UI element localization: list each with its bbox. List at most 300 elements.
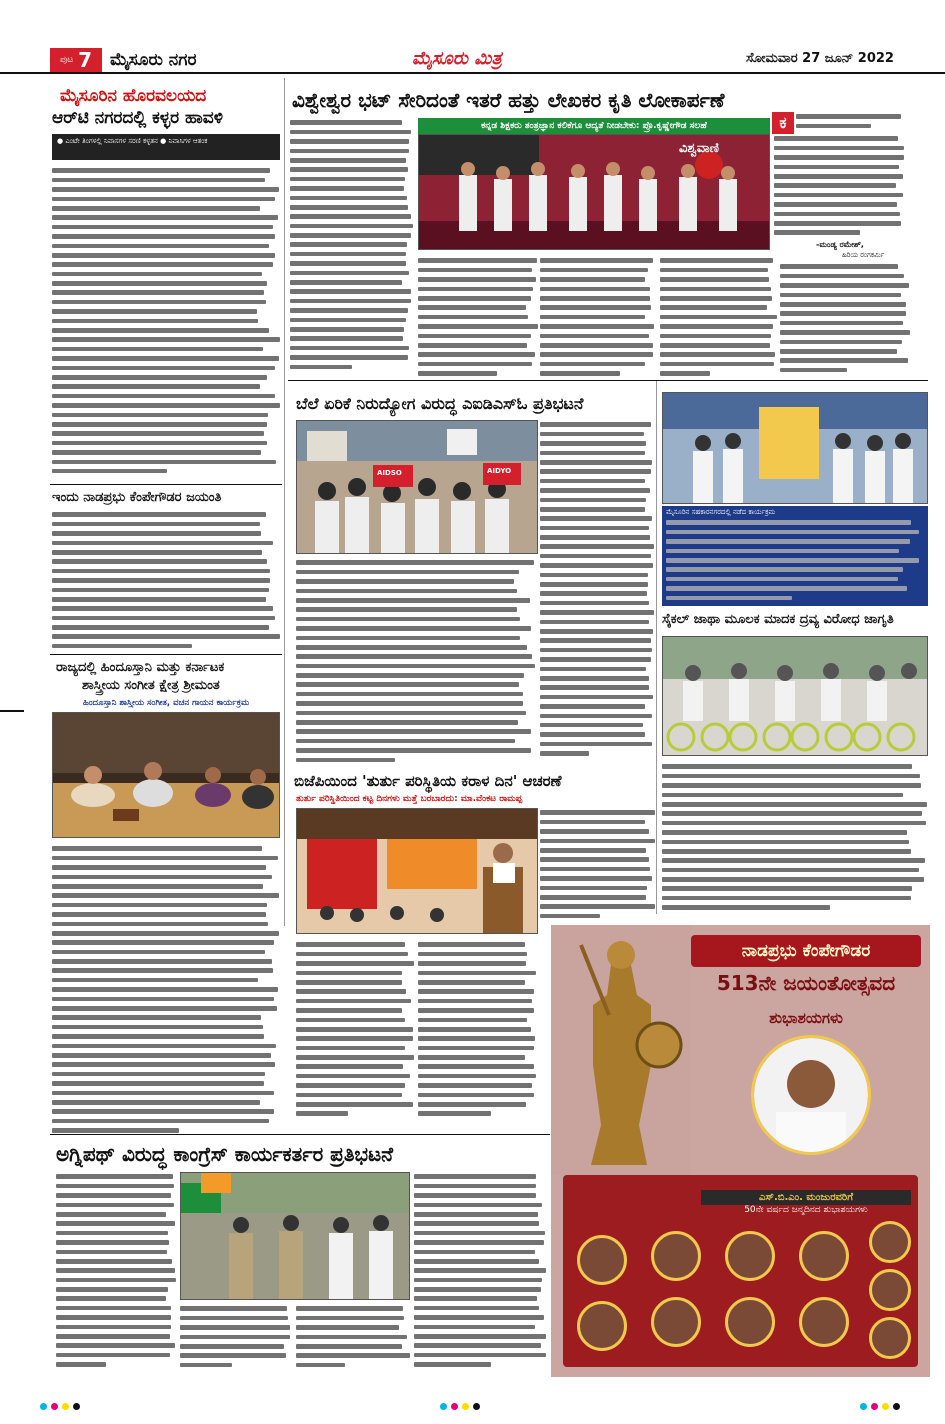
text-line [666, 527, 922, 536]
honoree-portrait-art [754, 1038, 868, 1152]
text-line [52, 844, 280, 853]
text-line [52, 251, 280, 260]
text-line [540, 739, 654, 748]
kempegowda-statue-art [551, 925, 691, 1175]
sidebar-body-2 [780, 262, 910, 376]
text-line [290, 156, 414, 165]
text-line [414, 1247, 546, 1256]
text-line [296, 605, 536, 614]
registration-marks [440, 1403, 480, 1410]
text-line [662, 828, 928, 837]
text-line [52, 297, 280, 306]
text-line [774, 228, 908, 237]
text-line [660, 312, 778, 321]
text-line [418, 303, 538, 312]
text-line [296, 1081, 414, 1090]
text-line [418, 1025, 536, 1034]
text-line [540, 711, 654, 720]
protest-photo [296, 420, 538, 554]
text-line [418, 949, 536, 958]
text-line [290, 296, 414, 305]
text-line [540, 495, 654, 504]
text-line [52, 204, 280, 213]
placard-text: AIDYO [487, 467, 512, 475]
text-line [540, 855, 656, 864]
text-line [290, 249, 414, 258]
text-line [52, 1041, 280, 1050]
text-line [290, 315, 414, 324]
text-line [660, 341, 778, 350]
text-line [52, 595, 280, 604]
text-line [414, 1294, 546, 1303]
bjp-event-photo [296, 808, 538, 934]
text-line [52, 966, 280, 975]
text-line [52, 260, 280, 269]
story5-body-col1 [296, 558, 536, 764]
text-line [662, 884, 928, 893]
text-line [52, 576, 280, 585]
text-line [660, 256, 778, 265]
text-line [56, 1303, 176, 1312]
text-line [414, 1172, 546, 1181]
text-line [540, 674, 654, 683]
text-line [52, 316, 280, 325]
well-wisher-photo [577, 1235, 627, 1285]
text-line [52, 401, 280, 410]
cycle-rally-photo-art [663, 637, 928, 756]
text-line [56, 1350, 176, 1359]
text-line [296, 755, 536, 764]
text-line [780, 365, 910, 374]
text-line [290, 343, 414, 352]
sidebar-signature: -ಮಂಡ್ಯ ರಮೇಶ್, [816, 240, 864, 249]
well-wisher-photo [725, 1231, 775, 1281]
text-line [52, 548, 280, 557]
text-line [540, 617, 654, 626]
text-line [418, 1053, 536, 1062]
text-line [296, 708, 536, 717]
text-line [296, 1043, 414, 1052]
text-line [52, 1013, 280, 1022]
text-line [296, 1015, 414, 1024]
text-line [290, 118, 414, 127]
text-line [52, 373, 280, 382]
text-line [56, 1200, 176, 1209]
text-line [540, 893, 656, 902]
text-line [540, 883, 656, 892]
text-line [56, 1247, 176, 1256]
text-line [418, 294, 538, 303]
text-line [540, 312, 656, 321]
ad-honoree-name: ಎಸ್.ಬಿ.ಎಂ. ಮಂಜುರವರಿಗೆ [701, 1190, 911, 1205]
text-line [296, 1342, 410, 1351]
text-line [780, 309, 910, 318]
text-line [414, 1191, 546, 1200]
story9-body-col2 [180, 1304, 292, 1372]
text-line [540, 874, 656, 883]
book-launch-photo [418, 134, 770, 250]
text-line [414, 1285, 546, 1294]
text-line [662, 837, 928, 846]
text-line [540, 730, 654, 739]
registration-marks [860, 1403, 900, 1410]
well-wisher-photo [577, 1301, 627, 1351]
text-line [418, 1109, 536, 1118]
text-line [52, 632, 280, 641]
text-line [296, 949, 414, 958]
text-line [52, 566, 280, 575]
honoree-portrait [751, 1035, 871, 1155]
text-line [52, 882, 280, 891]
text-line [290, 278, 414, 287]
text-line [414, 1341, 546, 1350]
text-line [540, 458, 654, 467]
dateline: ಸೋಮವಾರ 27 ಜೂನ್ 2022 [746, 51, 894, 66]
text-line [52, 467, 280, 476]
well-wisher-photo [799, 1231, 849, 1281]
text-line [56, 1228, 176, 1237]
text-line [540, 359, 656, 368]
text-line [52, 604, 280, 613]
text-line [52, 1088, 280, 1097]
text-line [180, 1351, 292, 1360]
story4-body-col2 [418, 256, 538, 378]
text-line [56, 1360, 176, 1369]
text-line [414, 1228, 546, 1237]
story1-subhead: ● ಎಂಟೇ ತಿಂಗಳಲ್ಲಿ ನಿವಾಸಗಳ ಸರಣಿ ಕಳ್ಳತನ ● ನಿವಾಸಿಗಳ ಆತಂಕ [52, 134, 280, 160]
well-wisher-photo [651, 1297, 701, 1347]
ad-jubilee: 513ನೇ ಜಯಂತೋತ್ಸವದ [716, 971, 896, 995]
text-line [290, 146, 414, 155]
text-line [774, 219, 908, 228]
text-line [52, 222, 280, 231]
text-line [540, 655, 654, 664]
text-line [52, 1022, 280, 1031]
text-line [662, 865, 928, 874]
text-line [296, 680, 536, 689]
text-line [52, 279, 280, 288]
text-line [660, 284, 778, 293]
text-line [56, 1275, 176, 1284]
text-line [540, 542, 654, 551]
text-line [540, 467, 654, 476]
text-line [290, 306, 414, 315]
story5-headline: ಬೆಲೆ ಏರಿಕೆ ನಿರುದ್ಯೋಗ ವಿರುದ್ಧ ಎಐಡಿಎಸ್‌ಓ ಪ್ರತಿಭಟನೆ [296, 394, 584, 413]
event-caption-text: ಮೈಸೂರಿನ ಸಹಕಾರನಗರದಲ್ಲಿ ನಡೆದ ಕಾರ್ಯಕ್ರಮ [666, 508, 776, 516]
text-line [418, 968, 536, 977]
text-line [662, 875, 928, 884]
text-line [180, 1342, 292, 1351]
text-line [414, 1360, 546, 1369]
text-line [52, 166, 280, 175]
text-line [56, 1210, 176, 1219]
text-line [414, 1266, 546, 1275]
text-line [56, 1238, 176, 1247]
text-line [180, 1304, 292, 1313]
text-line [540, 476, 654, 485]
text-line [666, 565, 922, 574]
story8-body-col3 [540, 808, 656, 920]
concert-photo-art [53, 713, 280, 838]
crop-mark [0, 710, 24, 712]
text-line [540, 369, 656, 378]
text-line [540, 561, 654, 570]
text-line [180, 1323, 292, 1332]
text-line [418, 1100, 536, 1109]
text-line [52, 1069, 280, 1078]
text-line [540, 275, 656, 284]
text-line [540, 322, 656, 331]
text-line [52, 1004, 280, 1013]
text-line [414, 1322, 546, 1331]
divider [50, 1134, 550, 1135]
text-line [52, 613, 280, 622]
text-line [418, 284, 538, 293]
text-line [52, 391, 280, 400]
text-line [296, 978, 414, 987]
text-line [418, 959, 536, 968]
text-line [52, 363, 280, 372]
text-line [414, 1210, 546, 1219]
text-line [540, 683, 654, 692]
text-line [296, 1323, 410, 1332]
well-wisher-photo [869, 1269, 911, 1311]
text-line [414, 1200, 546, 1209]
text-line [540, 533, 654, 542]
text-line [56, 1341, 176, 1350]
story1-body [52, 166, 280, 480]
text-line [290, 240, 414, 249]
text-line [774, 153, 908, 162]
story9-headline: ಅಗ್ನಿಪಥ್ ವಿರುದ್ಧ ಕಾಂಗ್ರೆಸ್ ಕಾರ್ಯಕರ್ತರ ಪ್ರತಿಭಟನೆ [56, 1142, 394, 1166]
text-line [296, 614, 536, 623]
protest-photo-art [297, 421, 538, 554]
text-line [774, 190, 908, 199]
text-line [56, 1313, 176, 1322]
ad-birthday-wish: 50ನೇ ವರ್ಷದ ಜನ್ಮದಿನದ ಶುಭಾಶಯಗಳು [744, 1205, 868, 1215]
text-line [52, 529, 280, 538]
text-line [296, 718, 536, 727]
text-line [660, 265, 778, 274]
text-line [660, 350, 778, 359]
text-line [52, 519, 280, 528]
text-line [666, 584, 922, 593]
text-line [418, 265, 538, 274]
story4-body-col1 [290, 118, 414, 376]
event-caption [662, 506, 928, 606]
text-line [774, 200, 908, 209]
story9-body-col1 [56, 1172, 176, 1372]
text-line [774, 143, 908, 152]
text-line [290, 137, 414, 146]
text-line [52, 1107, 280, 1116]
text-line [52, 641, 280, 650]
text-line [296, 1034, 414, 1043]
story3-subhead: ಹಿಂದೂಸ್ತಾನಿ ಶಾಸ್ತ್ರೀಯ ಸಂಗೀತ, ವಚನ ಗಾಯನ ಕಾರ್ಯಕ್ರಮ [82, 698, 250, 708]
text-line [52, 557, 280, 566]
text-line [540, 864, 656, 873]
text-line [52, 919, 280, 928]
text-line [414, 1219, 546, 1228]
text-line [56, 1285, 176, 1294]
text-line [180, 1332, 292, 1341]
text-line [414, 1238, 546, 1247]
text-line [418, 322, 538, 331]
text-line [418, 940, 536, 949]
text-line [774, 172, 908, 181]
text-line [52, 448, 280, 457]
text-line [52, 947, 280, 956]
divider [288, 380, 928, 381]
text-line [290, 268, 414, 277]
sidebar-drop-cap: ಕ [772, 112, 794, 134]
text-line [52, 975, 280, 984]
text-line [52, 1098, 280, 1107]
text-line [540, 514, 654, 523]
text-line [296, 567, 536, 576]
text-line [296, 1062, 414, 1071]
text-line [52, 900, 280, 909]
text-line [780, 318, 910, 327]
text-line [52, 891, 280, 900]
text-line [418, 331, 538, 340]
text-line [296, 1360, 410, 1369]
text-line [290, 127, 414, 136]
text-line [296, 671, 536, 680]
text-line [296, 689, 536, 698]
text-line [414, 1181, 546, 1190]
text-line [540, 265, 656, 274]
text-line [52, 1051, 280, 1060]
text-line [180, 1360, 292, 1369]
text-line [662, 762, 928, 771]
text-line [796, 121, 908, 130]
text-line [666, 574, 922, 583]
text-line [296, 959, 414, 968]
text-line [52, 1060, 280, 1069]
ad-wishes: ಶುಭಾಶಯಗಳು [769, 1009, 843, 1027]
text-line [52, 538, 280, 547]
text-line [418, 987, 536, 996]
text-line [52, 863, 280, 872]
text-line [290, 231, 414, 240]
story4-body-col3 [540, 256, 656, 378]
text-line [52, 335, 280, 344]
text-line [540, 827, 656, 836]
text-line [52, 410, 280, 419]
text-line [52, 985, 280, 994]
well-wisher-photo [725, 1297, 775, 1347]
story3-body [52, 844, 280, 1134]
text-line [52, 929, 280, 938]
text-line [296, 736, 536, 745]
text-line [662, 771, 928, 780]
text-line [540, 303, 656, 312]
text-line [666, 556, 922, 565]
cycle-rally-photo [662, 636, 928, 756]
column-rule [284, 78, 285, 926]
text-line [296, 1006, 414, 1015]
text-line [296, 699, 536, 708]
text-line [56, 1257, 176, 1266]
text-line [540, 570, 654, 579]
text-line [540, 294, 656, 303]
text-line [540, 664, 654, 673]
story1-headline-line1: ಮೈಸೂರಿನ ಹೊರವಲಯದ [60, 86, 207, 106]
text-line [540, 523, 654, 532]
text-line [290, 325, 414, 334]
text-line [290, 287, 414, 296]
text-line [296, 1313, 410, 1322]
text-line [296, 596, 536, 605]
text-line [540, 836, 656, 845]
text-line [296, 586, 536, 595]
text-line [666, 593, 922, 602]
text-line [540, 808, 656, 817]
text-line [662, 781, 928, 790]
text-line [296, 652, 536, 661]
text-line [540, 420, 654, 429]
text-line [662, 903, 928, 912]
text-line [780, 347, 910, 356]
text-line [52, 1126, 280, 1134]
text-line [52, 307, 280, 316]
divider [50, 484, 282, 485]
text-line [418, 341, 538, 350]
text-line [666, 537, 922, 546]
story7-body [662, 762, 928, 914]
text-line [774, 162, 908, 171]
story8-subhead: ತುರ್ತು ಪರಿಸ್ಥಿತಿಯಿಂದ ಕಟ್ಟ ದಿನಗಳು ಮತ್ತೆ ಬರಬಾರದು: ಮಾ.ವೆಂಕಟ ರಾಮಪ್ಪ [296, 794, 523, 804]
text-line [296, 1025, 414, 1034]
text-line [52, 957, 280, 966]
text-line [660, 359, 778, 368]
text-line [296, 558, 536, 567]
text-line [540, 636, 654, 645]
well-wisher-photo [651, 1231, 701, 1281]
text-line [660, 294, 778, 303]
story2-headline: ಇಂದು ನಾಡಪ್ರಭು ಕೆಂಪೇಗೌಡರ ಜಯಂತಿ [52, 490, 222, 505]
text-line [296, 968, 414, 977]
text-line [662, 818, 928, 827]
text-line [660, 331, 778, 340]
text-line [418, 978, 536, 987]
text-line [418, 256, 538, 265]
text-line [540, 702, 654, 711]
text-line [296, 1100, 414, 1109]
well-wisher-photo [869, 1317, 911, 1359]
text-line [296, 661, 536, 670]
text-line [774, 181, 908, 190]
text-line [296, 1332, 410, 1341]
text-line [56, 1322, 176, 1331]
text-line [52, 213, 280, 222]
page-label: ಪುಟ [59, 55, 74, 65]
text-line [56, 1294, 176, 1303]
sidebar-body-top [796, 112, 908, 134]
text-line [52, 429, 280, 438]
text-line [418, 350, 538, 359]
event-photo [662, 392, 928, 504]
text-line [540, 256, 656, 265]
text-line [660, 275, 778, 284]
text-line [540, 817, 656, 826]
text-line [540, 580, 654, 589]
text-line [780, 328, 910, 337]
text-line [296, 727, 536, 736]
text-line [780, 262, 910, 271]
brand-logo: ಮೈಸೂರು ಮಿತ್ರ [412, 48, 502, 69]
